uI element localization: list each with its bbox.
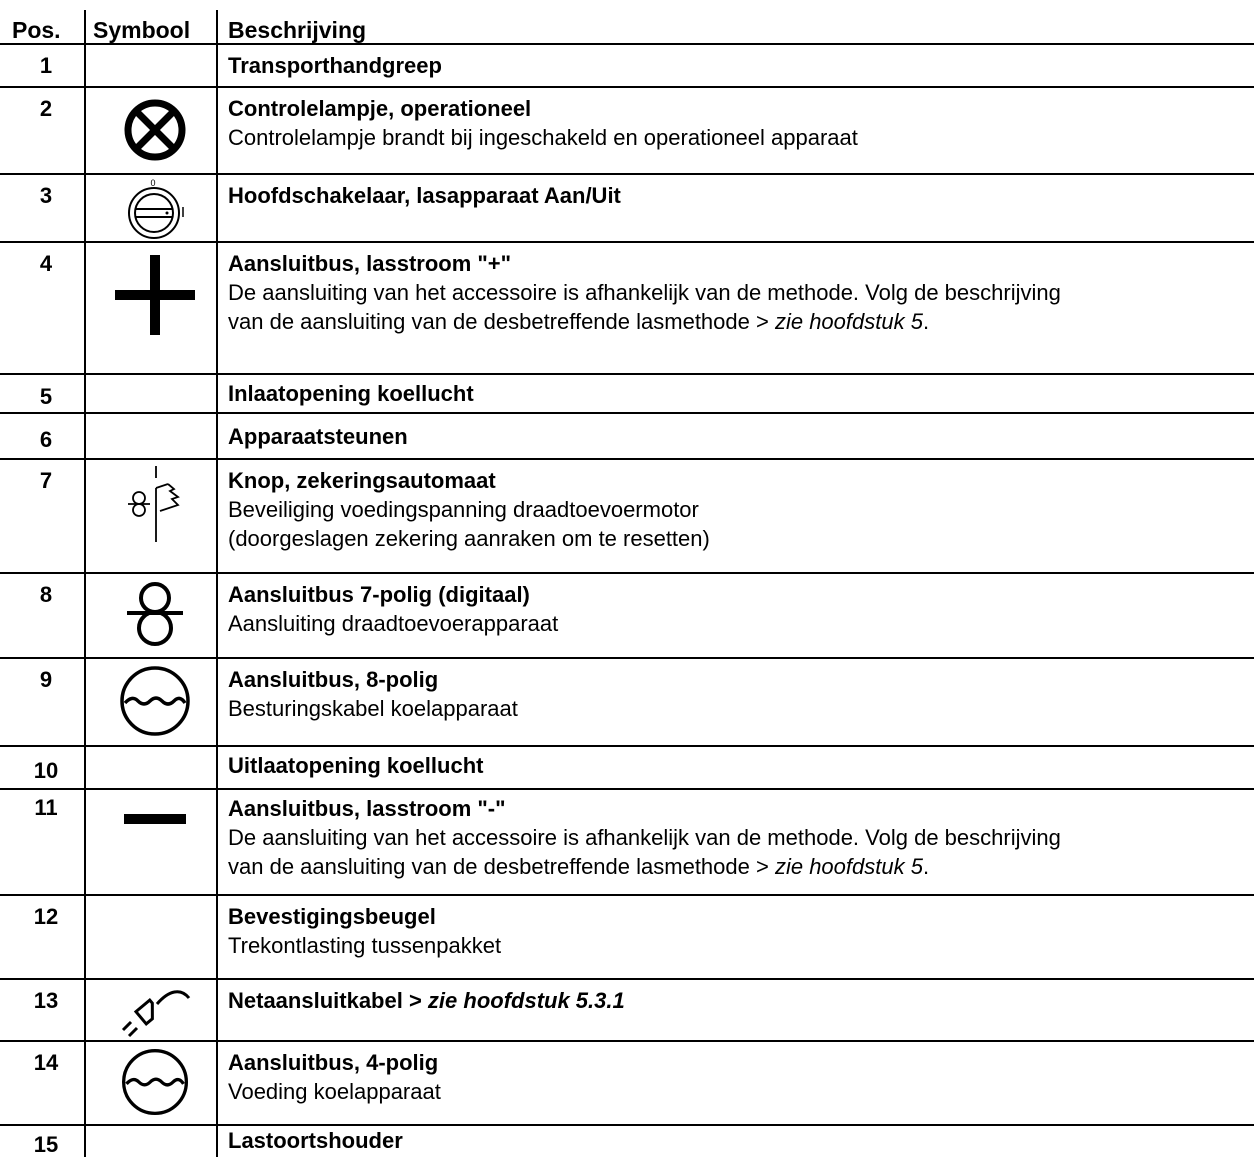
row-text: Aansluiting draadtoevoerapparaat bbox=[228, 611, 559, 636]
row-title: Aansluitbus 7-polig (digitaal) bbox=[228, 582, 530, 607]
row-title: Bevestigingsbeugel bbox=[228, 904, 436, 929]
indicator-lamp-icon bbox=[120, 95, 190, 165]
row-text: Besturingskabel koelapparaat bbox=[228, 696, 518, 721]
row-title bbox=[228, 986, 1248, 1015]
table-row bbox=[0, 175, 1254, 241]
row-description bbox=[228, 379, 1248, 408]
row-pos: 14 bbox=[33, 1050, 59, 1075]
plus-icon bbox=[115, 255, 195, 335]
table-row bbox=[0, 414, 1254, 458]
chapter-reference[interactable]: zie hoofdstuk 5 bbox=[774, 309, 923, 334]
row-text-part: van de aansluiting van de desbetreffende lasmethode > bbox=[228, 309, 775, 334]
circuit-breaker-icon bbox=[120, 464, 190, 544]
row-text-part: . bbox=[922, 854, 930, 879]
row-pos: 4 bbox=[39, 251, 53, 276]
table-row bbox=[0, 659, 1254, 745]
row-description bbox=[228, 466, 1248, 553]
row-description bbox=[228, 794, 1248, 881]
row-description bbox=[228, 580, 1248, 638]
header-pos: Pos. bbox=[12, 17, 61, 43]
cooling-unit-icon bbox=[118, 661, 192, 741]
row-title: Knop, zekeringsautomaat bbox=[228, 468, 496, 493]
table-row bbox=[0, 747, 1254, 788]
table-row bbox=[0, 88, 1254, 173]
row-title: Apparaatsteunen bbox=[228, 424, 408, 449]
table-header bbox=[0, 0, 1254, 43]
row-description bbox=[228, 986, 1248, 1015]
row-pos: 12 bbox=[33, 904, 59, 929]
row-pos: 5 bbox=[39, 384, 53, 409]
chapter-reference[interactable]: zie hoofdstuk 5.3.1 bbox=[427, 988, 625, 1013]
row-text bbox=[228, 852, 1248, 881]
row-title: Controlelampje, operationeel bbox=[228, 96, 532, 121]
row-description bbox=[228, 751, 1248, 780]
table-row bbox=[0, 790, 1254, 894]
mains-plug-icon bbox=[117, 982, 193, 1040]
row-pos: 2 bbox=[39, 96, 53, 121]
cooling-unit-icon bbox=[118, 1044, 192, 1120]
row-title: Hoofdschakelaar, lasapparaat Aan/Uit bbox=[228, 183, 621, 208]
row-title: Aansluitbus, 4-polig bbox=[228, 1050, 439, 1075]
row-description bbox=[228, 1126, 1248, 1155]
row-title: Aansluitbus, lasstroom "-" bbox=[228, 796, 506, 821]
table-row bbox=[0, 980, 1254, 1040]
row-pos: 7 bbox=[39, 468, 53, 493]
row-text: Controlelampje brandt bij ingeschakeld en operationeel apparaat bbox=[228, 125, 858, 150]
row-pos: 8 bbox=[39, 582, 53, 607]
row-title-text: Netaansluitkabel > bbox=[228, 988, 428, 1013]
header-symbool: Symbool bbox=[93, 17, 191, 43]
table-row bbox=[0, 460, 1254, 572]
row-text: Voeding koelapparaat bbox=[228, 1079, 441, 1104]
row-text: (doorgeslagen zekering aanraken om te resetten) bbox=[228, 526, 710, 551]
row-description bbox=[228, 249, 1248, 336]
row-text-part: van de aansluiting van de desbetreffende lasmethode > bbox=[228, 854, 775, 879]
row-description bbox=[228, 51, 1248, 80]
main-switch-icon bbox=[120, 175, 190, 241]
row-pos: 1 bbox=[39, 53, 53, 78]
row-text: Trekontlasting tussenpakket bbox=[228, 933, 502, 958]
table-row bbox=[0, 243, 1254, 373]
row-description bbox=[228, 181, 1248, 210]
table-row bbox=[0, 1042, 1254, 1124]
header-beschrijving: Beschrijving bbox=[228, 17, 367, 43]
row-title: Aansluitbus, lasstroom "+" bbox=[228, 251, 512, 276]
table-row bbox=[0, 1126, 1254, 1157]
row-pos: 10 bbox=[33, 758, 59, 783]
row-pos: 15 bbox=[33, 1132, 59, 1157]
minus-icon bbox=[124, 814, 186, 826]
row-pos: 13 bbox=[33, 988, 59, 1013]
row-description bbox=[228, 94, 1248, 152]
svg-text:0: 0 bbox=[150, 178, 156, 188]
row-title: Aansluitbus, 8-polig bbox=[228, 667, 439, 692]
row-pos: 9 bbox=[39, 667, 53, 692]
row-text-part: . bbox=[922, 309, 930, 334]
wire-feeder-socket-icon bbox=[120, 576, 190, 654]
row-pos: 11 bbox=[34, 795, 58, 820]
row-text: Beveiliging voedingspanning draadtoevoermotor bbox=[228, 497, 699, 522]
row-description bbox=[228, 422, 1248, 451]
row-title: Lastoortshouder bbox=[228, 1128, 403, 1153]
row-title: Uitlaatopening koellucht bbox=[228, 753, 484, 778]
row-description bbox=[228, 902, 1248, 960]
table-row bbox=[0, 375, 1254, 412]
row-text: De aansluiting van het accessoire is afhankelijk van de methode. Volg de beschrijving bbox=[228, 280, 1061, 305]
chapter-reference[interactable]: zie hoofdstuk 5 bbox=[774, 854, 923, 879]
row-description bbox=[228, 665, 1248, 723]
table-row bbox=[0, 45, 1254, 86]
row-description bbox=[228, 1048, 1248, 1106]
row-title: Inlaatopening koellucht bbox=[228, 381, 474, 406]
row-title: Transporthandgreep bbox=[228, 53, 442, 78]
table-row bbox=[0, 574, 1254, 657]
row-text bbox=[228, 307, 1248, 336]
row-pos: 3 bbox=[39, 183, 53, 208]
table-row bbox=[0, 896, 1254, 978]
row-pos: 6 bbox=[39, 427, 53, 452]
row-text: De aansluiting van het accessoire is afhankelijk van de methode. Volg de beschrijving bbox=[228, 825, 1061, 850]
